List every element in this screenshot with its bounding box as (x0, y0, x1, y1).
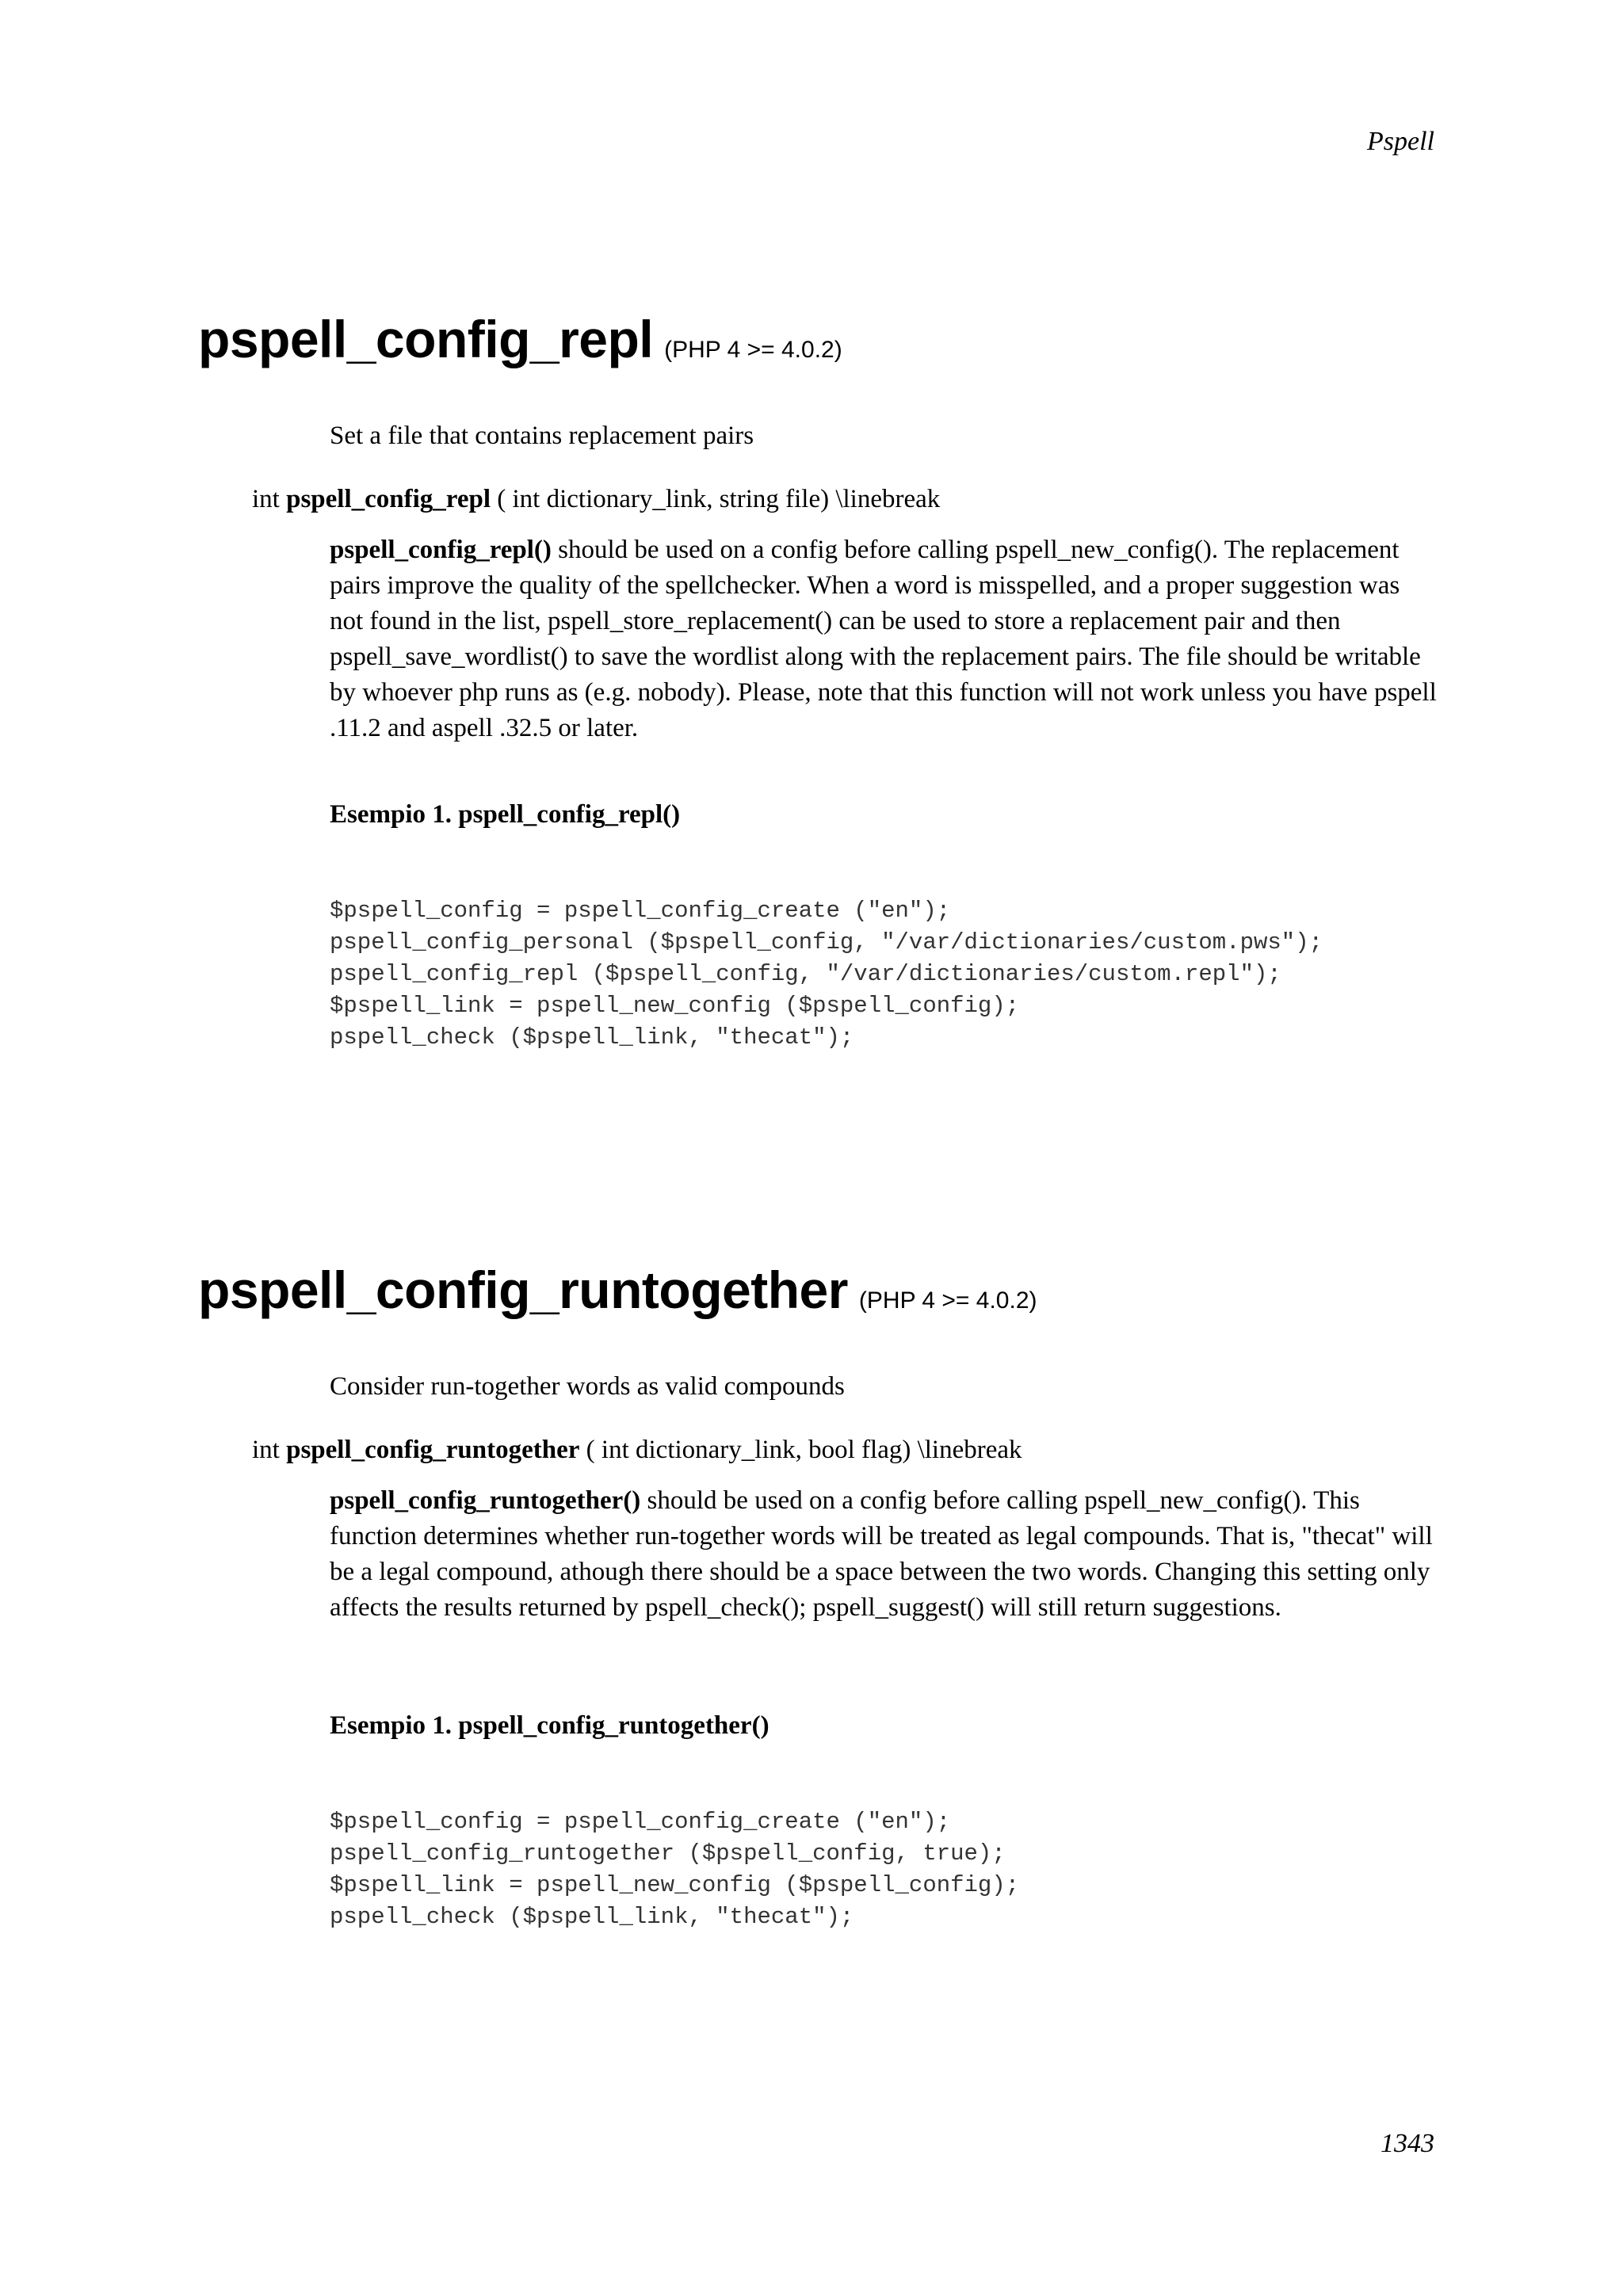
code-line: $pspell_config = pspell_config_create ("en"); (330, 1809, 951, 1835)
code-line: pspell_config_runtogether ($pspell_config, true); (330, 1840, 1006, 1867)
example-code (330, 1806, 1019, 1933)
description-function-ref: pspell_config_runtogether() (330, 1486, 641, 1515)
php-version: (PHP 4 >= 4.0.2) (858, 1287, 1037, 1314)
page-number: 1343 (1381, 2129, 1434, 2158)
function-name: pspell_config_repl (198, 310, 654, 368)
code-line: pspell_config_personal ($pspell_config, "/var/dictionaries/custom.pws"); (330, 929, 1323, 955)
function-purpose: Consider run-together words as valid compounds (330, 1372, 845, 1401)
return-type: int (252, 485, 280, 513)
synopsis-function-name: pspell_config_runtogether (286, 1436, 580, 1464)
example-title: Esempio 1. pspell_config_runtogether() (330, 1711, 769, 1740)
synopsis-function-name: pspell_config_repl (286, 485, 491, 513)
code-line: $pspell_config = pspell_config_create ("en"); (330, 898, 951, 924)
entry-title (0, 309, 1623, 369)
running-head: Pspell (1367, 127, 1434, 156)
synopsis-params: ( int dictionary_link, bool flag) \linebreak (586, 1436, 1022, 1464)
php-version: (PHP 4 >= 4.0.2) (664, 337, 842, 363)
function-name: pspell_config_runtogether (198, 1261, 848, 1319)
function-description (330, 532, 1439, 746)
code-line: pspell_config_repl ($pspell_config, "/var/dictionaries/custom.repl"); (330, 961, 1281, 987)
return-type: int (252, 1436, 280, 1464)
code-line: pspell_check ($pspell_link, "thecat"); (330, 1904, 854, 1930)
synopsis-params: ( int dictionary_link, string file) \linebreak (497, 485, 941, 513)
code-line: pspell_check ($pspell_link, "thecat"); (330, 1024, 854, 1051)
entry-title (0, 1260, 1623, 1320)
function-entry-pspell-config-runtogether (0, 1260, 1623, 1930)
code-line: $pspell_link = pspell_new_config ($pspell_config); (330, 993, 1020, 1019)
function-synopsis (0, 485, 940, 514)
function-description (330, 1483, 1439, 1626)
function-purpose: Set a file that contains replacement pairs (330, 421, 754, 450)
description-function-ref: pspell_config_repl() (330, 536, 552, 564)
function-entry-pspell-config-repl (0, 309, 1623, 1051)
code-line: $pspell_link = pspell_new_config ($pspell_config); (330, 1872, 1020, 1898)
example-code (330, 895, 1323, 1054)
function-synopsis (0, 1436, 1022, 1465)
description-text: should be used on a config before calling pspell_new_config(). The replacement pairs improve the quality of the spellchecker. When a word is misspelled, and a proper suggestion was not found in the list, pspell_store_replacement() can be used to store a replacement pair and then pspell_save_wordlist() to save the wordlist along with the replacement pairs. The file should be writable by whoever php runs as (e.g. nobody). Please, note that this function will not work unless you have pspell .11.2 and aspell .32.5 or later. (330, 536, 1437, 742)
example-title: Esempio 1. pspell_config_repl() (330, 800, 681, 829)
description-text: should be used on a config before calling pspell_new_config(). This function determines whether run-together words will be treated as legal compounds. That is, "thecat" will be a legal compound, athough there should be a space between the two words. Changing this setting only affects the results returned by pspell_check(); pspell_suggest() will still return suggestions. (330, 1486, 1433, 1622)
